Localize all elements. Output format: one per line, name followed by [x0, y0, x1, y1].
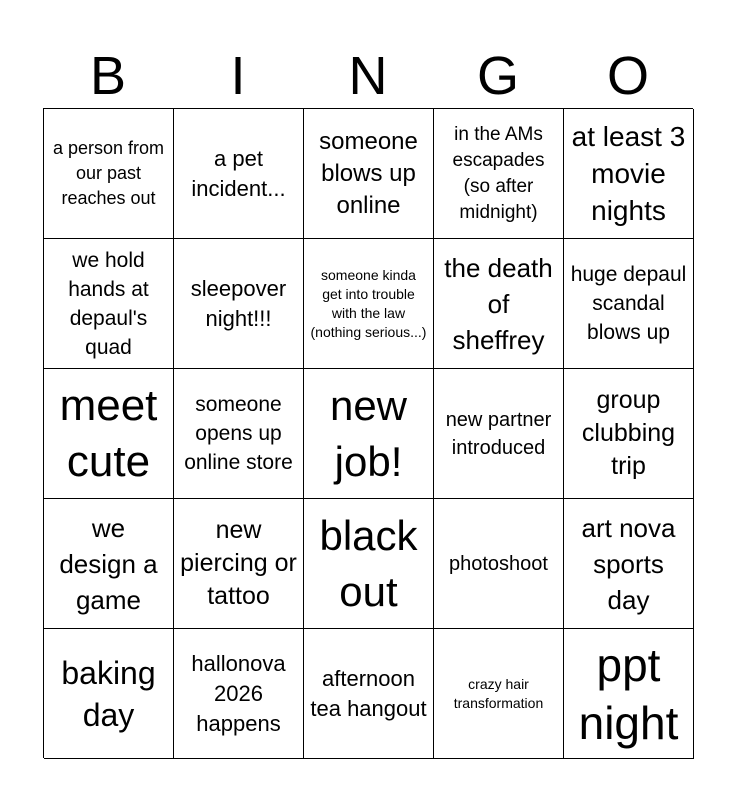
cell-text: in the AMs escapades (so after midnight) — [452, 123, 545, 223]
bingo-cell[interactable] — [434, 109, 564, 239]
header-letter-g: G — [476, 46, 519, 106]
cell-text: someone opens up online store — [184, 393, 293, 474]
bingo-cell[interactable] — [564, 369, 694, 499]
cell-text: baking day — [61, 654, 156, 733]
cell-text: we hold hands at depaul's quad — [68, 248, 149, 359]
bingo-cell[interactable] — [564, 239, 694, 369]
bingo-cell[interactable] — [174, 109, 304, 239]
cell-text: art nova sports day — [581, 512, 676, 615]
bingo-cell[interactable] — [304, 239, 434, 369]
cell-text: sleepover night!!! — [190, 275, 287, 331]
bingo-header — [43, 44, 693, 108]
bingo-cell[interactable] — [434, 369, 564, 499]
bingo-cell[interactable] — [174, 239, 304, 369]
cell-text: crazy hair transformation — [453, 675, 544, 711]
cell-text: a person from our past reaches out — [52, 138, 165, 208]
cell-text: someone kinda get into trouble with the law (nothing serious...) — [310, 266, 427, 340]
bingo-cell[interactable] — [434, 499, 564, 629]
header-letter-i: I — [230, 46, 246, 106]
bingo-cell[interactable] — [44, 369, 174, 499]
bingo-cell[interactable] — [564, 629, 694, 759]
cell-text: the death of sheffrey — [444, 252, 553, 355]
bingo-cell[interactable] — [304, 499, 434, 629]
cell-text: someone blows up online — [319, 127, 418, 219]
bingo-grid — [43, 108, 693, 758]
cell-text: hallonova 2026 happens — [191, 650, 286, 736]
cell-text: huge depaul scandal blows up — [570, 263, 687, 344]
bingo-cell[interactable] — [564, 109, 694, 239]
bingo-cell[interactable] — [44, 239, 174, 369]
cell-text: at least 3 movie nights — [571, 121, 686, 226]
cell-text: afternoon tea hangout — [310, 665, 427, 721]
cell-text: new piercing or tattoo — [180, 516, 297, 610]
cell-text: we design a game — [59, 512, 158, 615]
cell-text: black out — [319, 511, 418, 615]
bingo-cell[interactable] — [434, 239, 564, 369]
cell-text: a pet incident... — [191, 145, 286, 201]
cell-text: ppt night — [578, 638, 679, 749]
bingo-cell[interactable] — [44, 109, 174, 239]
bingo-cell[interactable] — [174, 369, 304, 499]
bingo-cell[interactable] — [174, 629, 304, 759]
cell-text: meet cute — [59, 380, 158, 486]
bingo-cell[interactable] — [434, 629, 564, 759]
header-letter-o: O — [606, 46, 649, 106]
bingo-cell[interactable] — [304, 629, 434, 759]
bingo-cell[interactable] — [44, 499, 174, 629]
cell-text: new partner introduced — [445, 408, 552, 459]
header-letter-b: B — [89, 46, 127, 106]
bingo-cell[interactable] — [174, 499, 304, 629]
bingo-cell[interactable] — [304, 369, 434, 499]
cell-text: photoshoot — [449, 552, 548, 575]
cell-text: group clubbing trip — [581, 386, 676, 480]
header-letter-n: N — [348, 46, 388, 106]
cell-text: new job! — [329, 381, 408, 485]
bingo-cell[interactable] — [304, 109, 434, 239]
bingo-cell[interactable] — [564, 499, 694, 629]
bingo-cell[interactable] — [44, 629, 174, 759]
